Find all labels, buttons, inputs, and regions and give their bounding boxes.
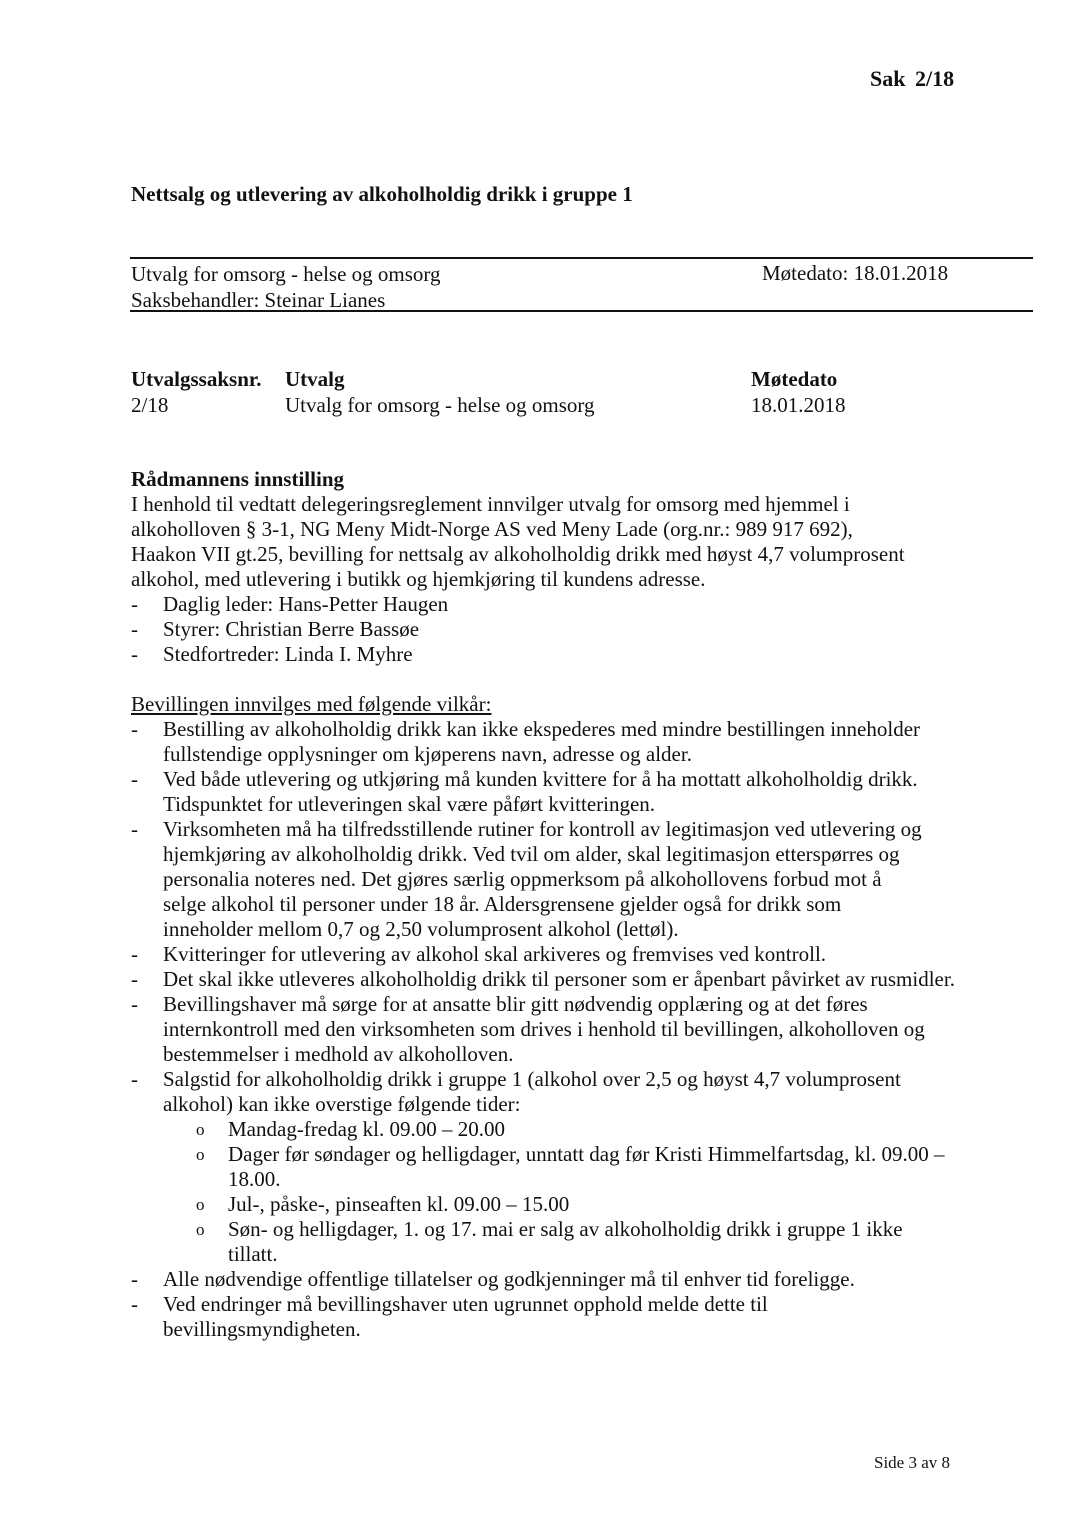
dash-bullet: - [131,717,138,741]
condition-line: Bevillingshaver må sørge for at ansatte blir gitt nødvendig opplæring og at det føres [163,992,868,1016]
case-officer: Saksbehandler: Steinar Lianes [131,288,386,312]
divider-bottom [130,310,1033,312]
condition-line: selge alkohol til personer under 18 år. Aldersgrensene gjelder også for drikk som [163,892,842,916]
condition-line: personalia noteres ned. Det gjøres særlig oppmerksom på alkohollovens forbud mot å [163,867,882,891]
condition-line: Bestilling av alkoholholdig drikk kan ikke ekspederes med mindre bestillingen inneholder [163,717,921,741]
table-header: Utvalg [285,367,345,391]
condition-line: bevillingsmyndigheten. [163,1317,361,1341]
condition-line: Dager før søndager og helligdager, unntatt dag før Kristi Himmelfartsdag, kl. 09.00 – [228,1142,945,1166]
dash-bullet: - [131,592,138,616]
recommendation-line: Haakon VII gt.25, bevilling for nettsalg av alkoholholdig drikk med høyst 4,7 volumprosent [131,542,905,566]
condition-line: inneholder mellom 0,7 og 2,50 volumprosent alkohol (lettøl). [163,917,679,941]
condition-line: tillatt. [228,1242,278,1266]
dash-bullet: - [131,1067,138,1091]
condition-line: 18.00. [228,1167,281,1191]
condition-line: Jul-, påske-, pinseaften kl. 09.00 – 15.00 [228,1192,570,1216]
meeting-date: Møtedato: 18.01.2018 [762,261,949,285]
condition-item [131,1292,991,1342]
page-number: Side 3 av 8 [874,1453,951,1472]
condition-line: Ved endringer må bevillingshaver uten ugrunnet opphold melde dette til [163,1292,768,1316]
case-table-col-committee [285,366,595,418]
dash-bullet: - [131,992,138,1016]
recommendation-heading: Rådmannens innstilling [131,467,344,491]
person-text: Styrer: Christian Berre Bassøe [163,617,420,641]
condition-line: hjemkjøring av alkoholholdig drikk. Ved tvil om alder, skal legitimasjon etterspørres og [163,842,900,866]
condition-item [131,1067,991,1117]
condition-line: alkohol) kan ikke overstige følgende tider: [163,1092,521,1116]
dash-bullet: - [131,617,138,641]
divider-top [130,257,1033,259]
circle-bullet: o [196,1195,205,1214]
sales-times-list [131,1117,991,1267]
sales-time-item [131,1117,991,1142]
condition-line: Tidspunktet for utleveringen skal være påført kvitteringen. [163,792,656,816]
condition-item [131,717,991,767]
final-conditions-list [131,1267,991,1342]
condition-line: Mandag-fredag kl. 09.00 – 20.00 [228,1117,506,1141]
case-number: Sak 2/18 [870,66,955,91]
circle-bullet: o [196,1220,205,1239]
table-cell: Utvalg for omsorg - helse og omsorg [285,393,595,417]
condition-line: bestemmelser i medhold av alkoholloven. [163,1042,514,1066]
table-header: Møtedato [751,367,838,391]
conditions-heading: Bevillingen innvilges med følgende vilkår: [131,692,492,716]
conditions-list [131,717,991,1117]
dash-bullet: - [131,767,138,791]
dash-bullet: - [131,1267,138,1291]
condition-item [131,817,991,942]
dash-bullet: - [131,942,138,966]
condition-line: Kvitteringer for utlevering av alkohol skal arkiveres og fremvises ved kontroll. [163,942,827,966]
condition-line: Ved både utlevering og utkjøring må kunden kvittere for å ha mottatt alkoholholdig drikk. [163,767,918,791]
condition-line: Virksomheten må ha tilfredsstillende rutiner for kontroll av legitimasjon ved utlevering og [163,817,922,841]
condition-item [131,992,991,1067]
person-text: Stedfortreder: Linda I. Myhre [163,642,413,666]
dash-bullet: - [131,1292,138,1316]
recommendation-line: alkoholloven § 3-1, NG Meny Midt-Norge AS ved Meny Lade (org.nr.: 989 917 692), [131,517,853,541]
recommendation-line: alkohol, med utlevering i butikk og hjemkjøring til kundens adresse. [131,567,706,591]
person-item [131,642,991,667]
circle-bullet: o [196,1120,205,1139]
condition-line: fullstendige opplysninger om kjøperens navn, adresse og alder. [163,742,692,766]
condition-line: internkontroll med den virksomheten som drives i henhold til bevillingen, alkoholloven og [163,1017,925,1041]
sales-time-item [131,1217,991,1267]
table-cell: 2/18 [131,393,169,417]
person-text: Daglig leder: Hans-Petter Haugen [163,592,449,616]
condition-line: Det skal ikke utleveres alkoholholdig drikk til personer som er åpenbart påvirket av rusmidler. [163,967,955,991]
condition-item [131,767,991,817]
sales-time-item [131,1192,991,1217]
recommendation-section [131,467,991,1342]
person-item [131,617,991,642]
committee-name: Utvalg for omsorg - helse og omsorg [131,262,441,286]
condition-line: Alle nødvendige offentlige tillatelser og godkjenninger må til enhver tid foreligge. [163,1267,855,1291]
recommendation-line: I henhold til vedtatt delegeringsreglement innvilger utvalg for omsorg med hjemmel i [131,492,850,516]
condition-item [131,1267,991,1292]
dash-bullet: - [131,967,138,991]
dash-bullet: - [131,642,138,666]
condition-line: Søn- og helligdager, 1. og 17. mai er salg av alkoholholdig drikk i gruppe 1 ikke [228,1217,903,1241]
meta-block [131,261,441,313]
sales-time-item [131,1142,991,1192]
person-item [131,592,991,617]
circle-bullet: o [196,1145,205,1164]
case-table-col-date [751,366,846,418]
dash-bullet: - [131,817,138,841]
condition-line: Salgstid for alkoholholdig drikk i gruppe 1 (alkohol over 2,5 og høyst 4,7 volumprosent [163,1067,901,1091]
table-header: Utvalgssaksnr. [131,367,262,391]
case-table-col-number [131,366,262,418]
document-title: Nettsalg og utlevering av alkoholholdig drikk i gruppe 1 [131,182,633,206]
table-cell: 18.01.2018 [751,393,846,417]
condition-item [131,967,991,992]
condition-item [131,942,991,967]
